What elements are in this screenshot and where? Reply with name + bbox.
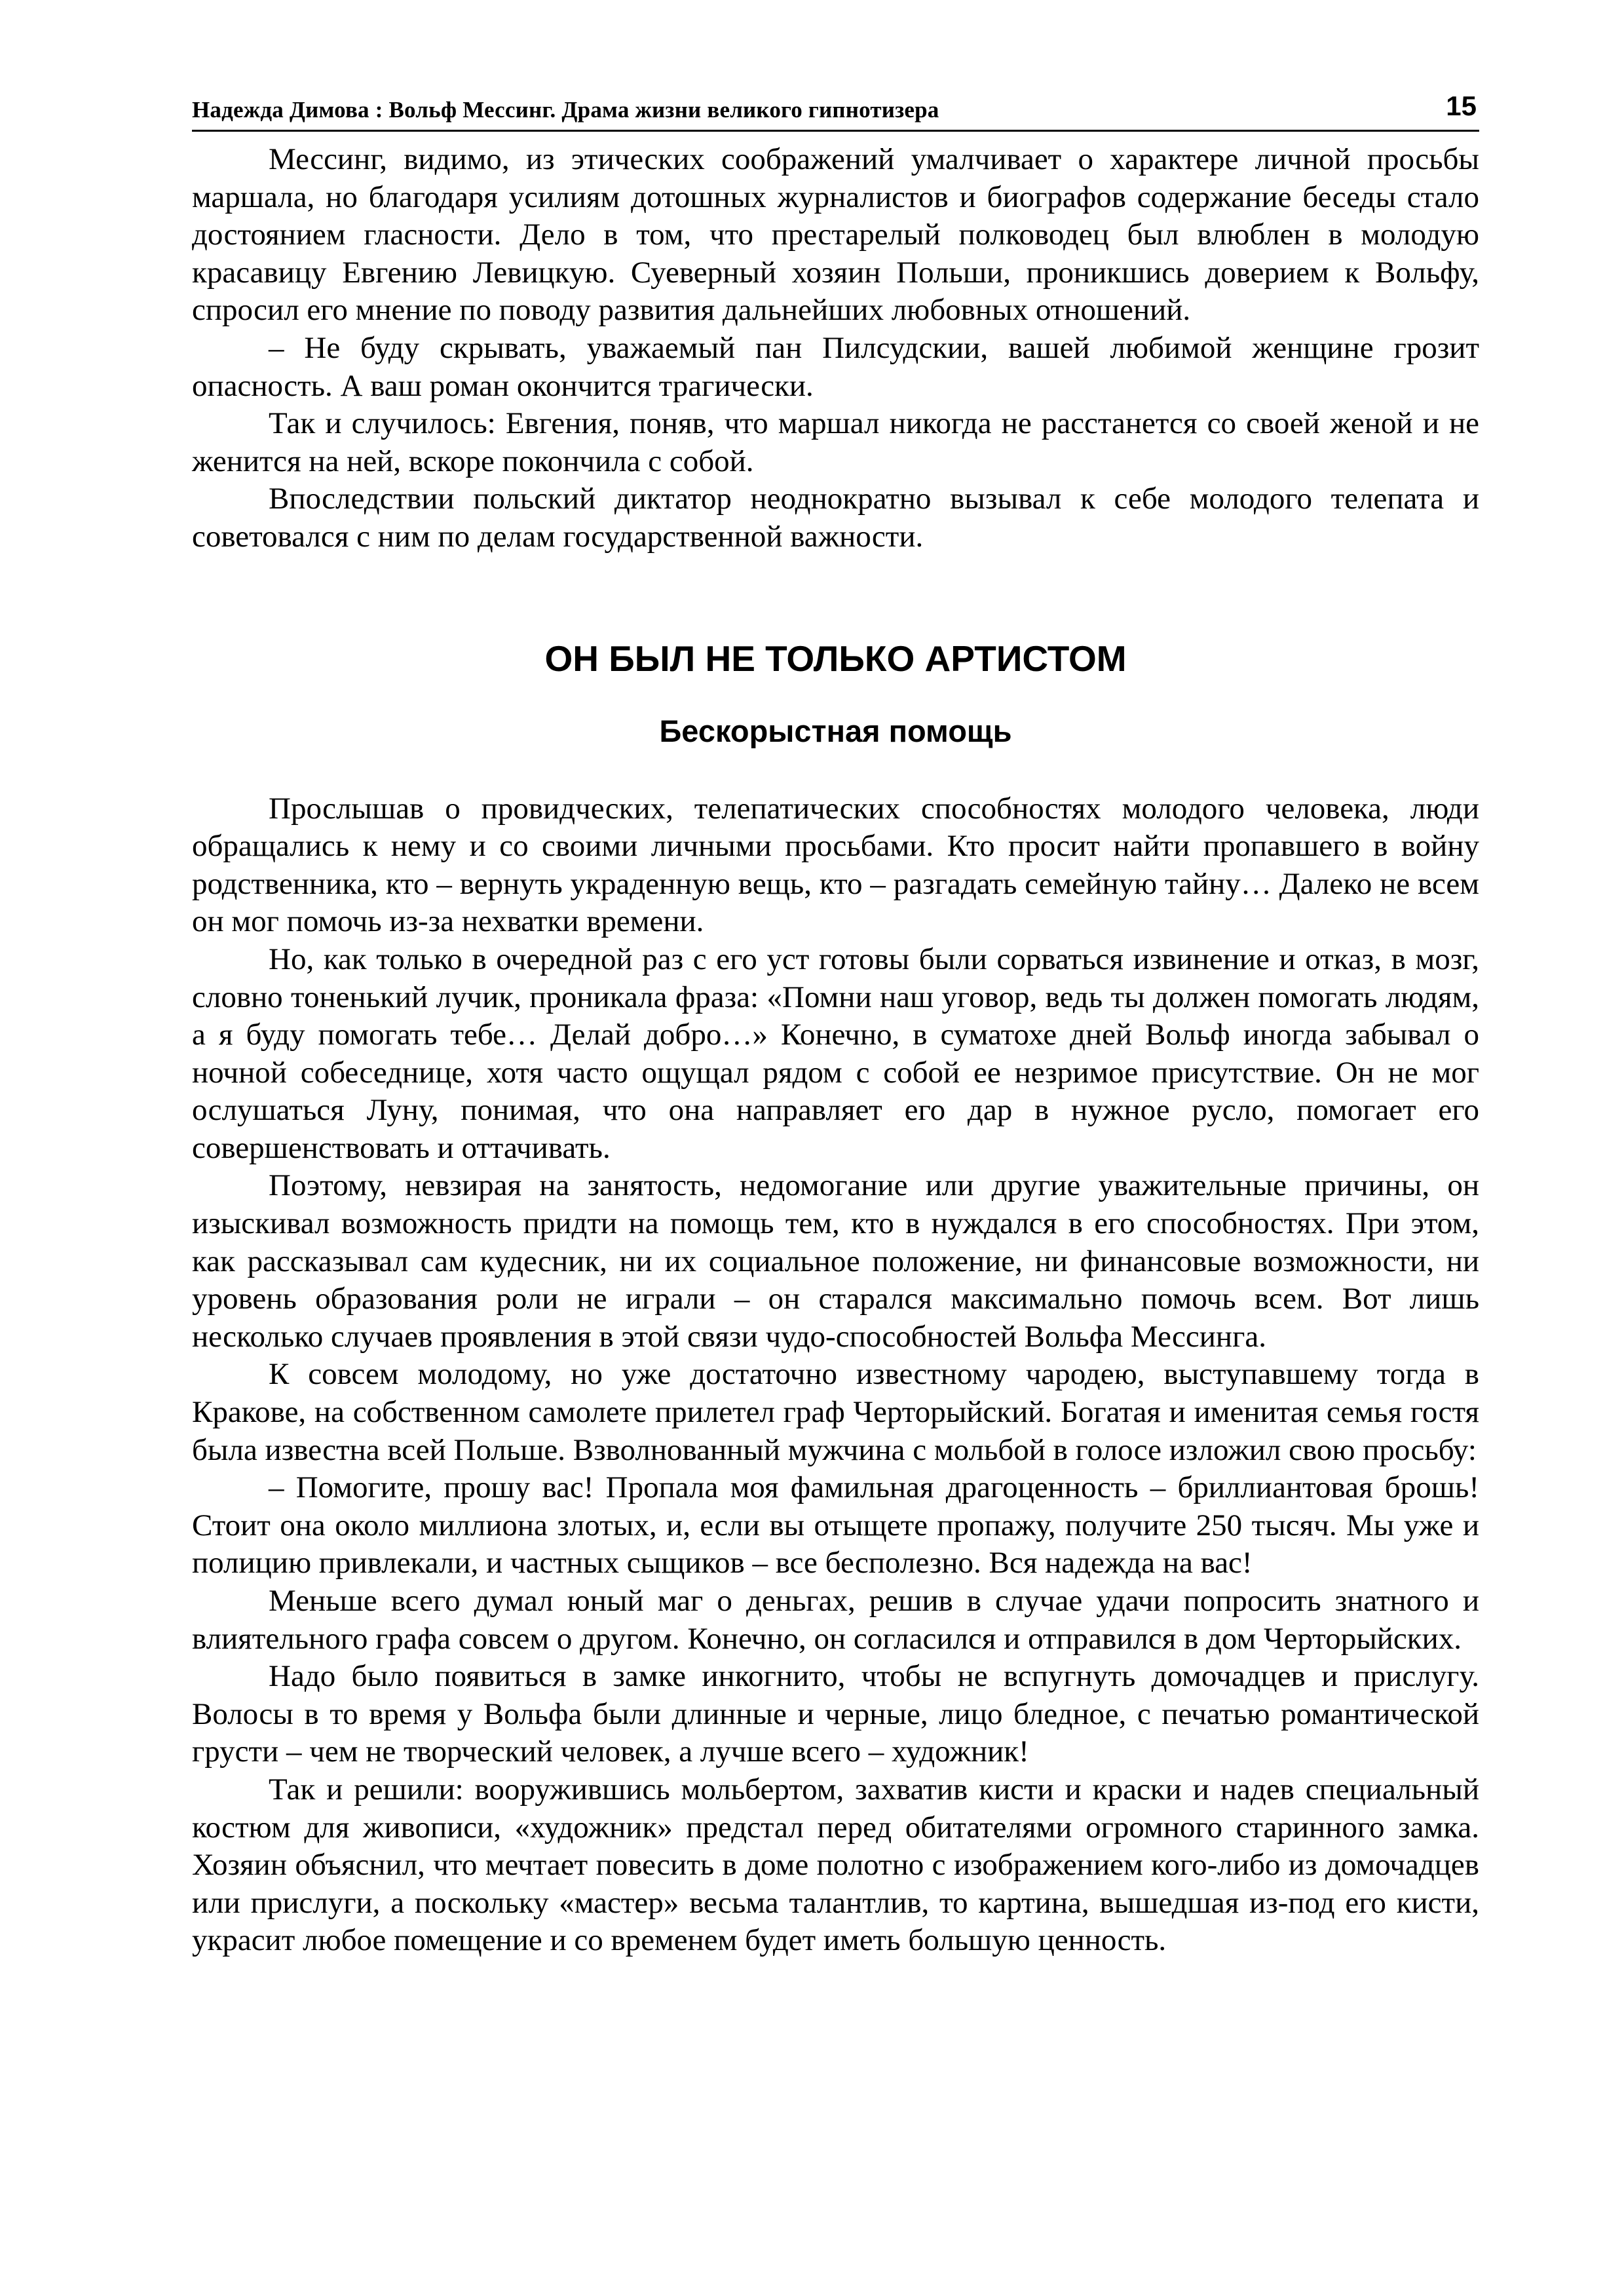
paragraph: Впоследствии польский диктатор неоднократно вызывал к себе молодого телепата и советовался с ним по делам государственной важности. (192, 482, 1479, 554)
page-number: 15 (1446, 90, 1477, 121)
paragraph: Но, как только в очередной раз с его уст готовы были сорваться извинение и отказ, в мозг, словно тоненький лучик, проникала фраза: «Помни наш уговор, ведь ты должен помогать людям, а я буду помогать тебе… Делай добро…» Конечно, в суматохе дней Вольф иногда забывал о ночной собеседнице, хотя часто ощущал рядом с собой ее незримое присутствие. Он не мог ослушаться Луну, понимая, что она направляет его дар в нужное русло, помогает его совершенствовать и оттачивать. (192, 942, 1479, 1165)
paragraph: Надо было появиться в замке инкогнито, чтобы не вспугнуть домочадцев и прислугу. Волосы в то время у Вольфа были длинные и черные, лицо бледное, с печатью романтической грусти – чем не творческий человек, а лучше всего – художник! (192, 1659, 1479, 1769)
book-page (192, 85, 1479, 1960)
paragraph: – Не буду скрывать, уважаемый пан Пилсудскии, вашей любимой женщине грозит опасность. А ваш роман окончится трагически. (192, 330, 1479, 403)
section-text (192, 790, 1479, 1960)
paragraph: Прослышав о провидческих, телепатических способностях молодого человека, люди обращались к нему и со своими личными просьбами. Кто просит найти пропавшего в войну родственника, кто – вернуть украденную вещь, кто – разгадать семейную тайну… Далеко не всем он мог помочь из-за нехватки времени. (192, 791, 1479, 939)
running-header (192, 85, 1479, 132)
intro-text (192, 141, 1479, 556)
paragraph: Меньше всего думал юный маг о деньгах, решив в случае удачи попросить знатного и влиятельного графа совсем о другом. Конечно, он согласился и отправился в дом Черторыйских. (192, 1584, 1479, 1656)
paragraph: Так и решили: вооружившись мольбертом, захватив кисти и краски и надев специальный костюм для живописи, «художник» предстал перед обитателями огромного старинного замка. Хозяин объяснил, что мечтает повесить в доме полотно с изображением кого-либо из домочадцев или прислуги, а поскольку «мастер» весьма талантлив, то картина, вышедшая из-под его кисти, украсит любое помещение и со временем будет иметь большую ценность. (192, 1772, 1479, 1958)
paragraph: Поэтому, невзирая на занятость, недомогание или другие уважительные причины, он изыскивал возможность придти на помощь тем, кто в нуждался в его способностях. При этом, как рассказывал сам кудесник, ни их социальное положение, ни финансовые возможности, ни уровень образования роли не играли – он старался максимально помочь всем. Вот лишь несколько случаев проявления в этой связи чудо-способностей Вольфа Мессинга. (192, 1168, 1479, 1354)
paragraph: К совсем молодому, но уже достаточно известному чародею, выступавшему тогда в Кракове, на собственном самолете прилетел граф Черторыйский. Богатая и именитая семья гостя была известна всей Польше. Взволнованный мужчина с мольбой в голосе изложил свою просьбу: (192, 1357, 1479, 1467)
paragraph: Так и случилось: Евгения, поняв, что маршал никогда не расстанется со своей женой и не женится на ней, вскоре покончила с собой. (192, 406, 1479, 478)
paragraph: – Помогите, прошу вас! Пропала моя фамильная драгоценность – бриллиантовая брошь! Стоит она около миллиона злотых, и, если вы отыщете пропажу, получите 250 тысяч. Мы уже и полицию привлекали, и частных сыщиков – все бесполезно. Вся надежда на вас! (192, 1470, 1479, 1580)
running-header-title: Надежда Димова : Вольф Мессинг. Драма жизни великого гипнотизера (192, 97, 939, 123)
chapter-title: ОН БЫЛ НЕ ТОЛЬКО АРТИСТОМ (544, 638, 1127, 679)
section-title: Бескорыстная помощь (659, 713, 1012, 748)
paragraph: Мессинг, видимо, из этических соображений умалчивает о характере личной просьбы маршала, но благодаря усилиям дотошных журналистов и биографов содержание беседы стало достоянием гласности. Дело в том, что престарелый полководец был влюблен в молодую красавицу Евгению Левицкую. Суеверный хозяин Польши, проникшись доверием к Вольфу, спросил его мнение по поводу развития дальнейших любовных отношений. (192, 142, 1479, 328)
